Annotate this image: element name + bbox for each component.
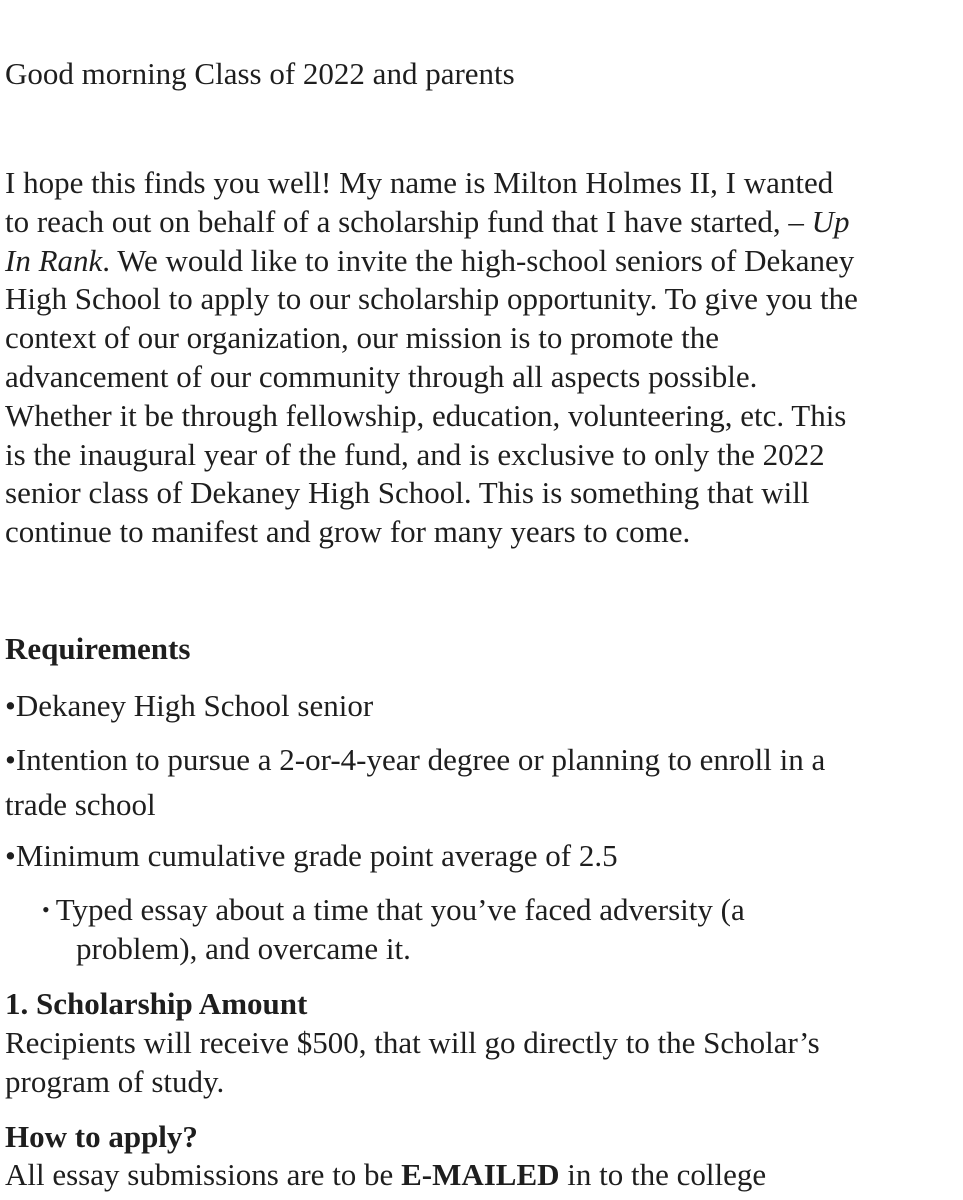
intro-line: High School to apply to our scholarship opportunity. To give you the xyxy=(5,281,858,317)
intro-line: context of our organization, our mission is to promote the xyxy=(5,320,720,356)
requirement-item xyxy=(5,683,373,728)
scholarship-line: program of study. xyxy=(5,1063,225,1099)
fund-name-part-2: In Rank xyxy=(5,242,103,278)
scholarship-line: Recipients will receive $500, that will go directly to the Scholar’s xyxy=(5,1025,820,1060)
intro-paragraph xyxy=(5,164,858,552)
intro-line: Whether it be through fellowship, education, volunteering, etc. This xyxy=(5,397,847,433)
how-to-apply-heading-text: How to apply? xyxy=(5,1119,198,1154)
requirement-item xyxy=(5,833,618,878)
bullet-icon: • xyxy=(5,742,16,777)
requirement-sub-text-continued: problem), and overcame it. xyxy=(76,931,411,966)
requirement-text: Dekaney High School senior xyxy=(15,688,374,723)
fund-name-part-1: Up xyxy=(811,203,850,239)
intro-line: I hope this finds you well! My name is Milton Holmes II, I wanted xyxy=(5,165,834,200)
intro-line-2-start: to reach out on behalf of a scholarship fund that I have started, – xyxy=(5,203,812,239)
intro-line: is the inaugural year of the fund, and is exclusive to only the 2022 xyxy=(5,436,825,472)
requirement-text: Minimum cumulative grade point average of 2.5 xyxy=(15,838,618,873)
apply-line xyxy=(5,1156,766,1195)
scholarship-amount-heading-text: 1. Scholarship Amount xyxy=(5,986,308,1021)
requirement-text-continued: trade school xyxy=(5,787,156,822)
intro-line-3-rest: . We would like to invite the high-school seniors of Dekaney xyxy=(102,242,855,278)
requirement-item xyxy=(5,737,825,827)
intro-line: senior class of Dekaney High School. This is something that will xyxy=(5,475,810,511)
requirement-sub-text: Typed essay about a time that you’ve faced adversity (a xyxy=(55,892,745,927)
intro-line xyxy=(5,242,858,281)
intro-line xyxy=(5,203,858,242)
how-to-apply-text xyxy=(5,1156,766,1195)
how-to-apply-heading xyxy=(5,1118,198,1157)
scholarship-amount-text xyxy=(5,1024,820,1102)
greeting xyxy=(5,55,515,94)
requirement-sub-item xyxy=(42,890,745,968)
apply-line-start: All essay submissions are to be xyxy=(5,1157,402,1192)
greeting-text: Good morning Class of 2022 and parents xyxy=(5,56,515,91)
requirements-heading-text: Requirements xyxy=(5,631,191,666)
apply-line-end: in to the college xyxy=(559,1157,767,1192)
bullet-icon: • xyxy=(5,838,16,873)
requirements-heading xyxy=(5,630,190,669)
intro-line: continue to manifest and grow for many years to come. xyxy=(5,514,691,550)
scholarship-amount-heading xyxy=(5,985,307,1024)
intro-line: advancement of our community through all aspects possible. xyxy=(5,358,758,394)
emailed-emphasis: E-MAILED xyxy=(401,1157,560,1192)
bullet-icon: • xyxy=(42,897,50,922)
bullet-icon: • xyxy=(5,688,16,723)
requirement-text: Intention to pursue a 2-or-4-year degree or planning to enroll in a xyxy=(15,742,826,777)
